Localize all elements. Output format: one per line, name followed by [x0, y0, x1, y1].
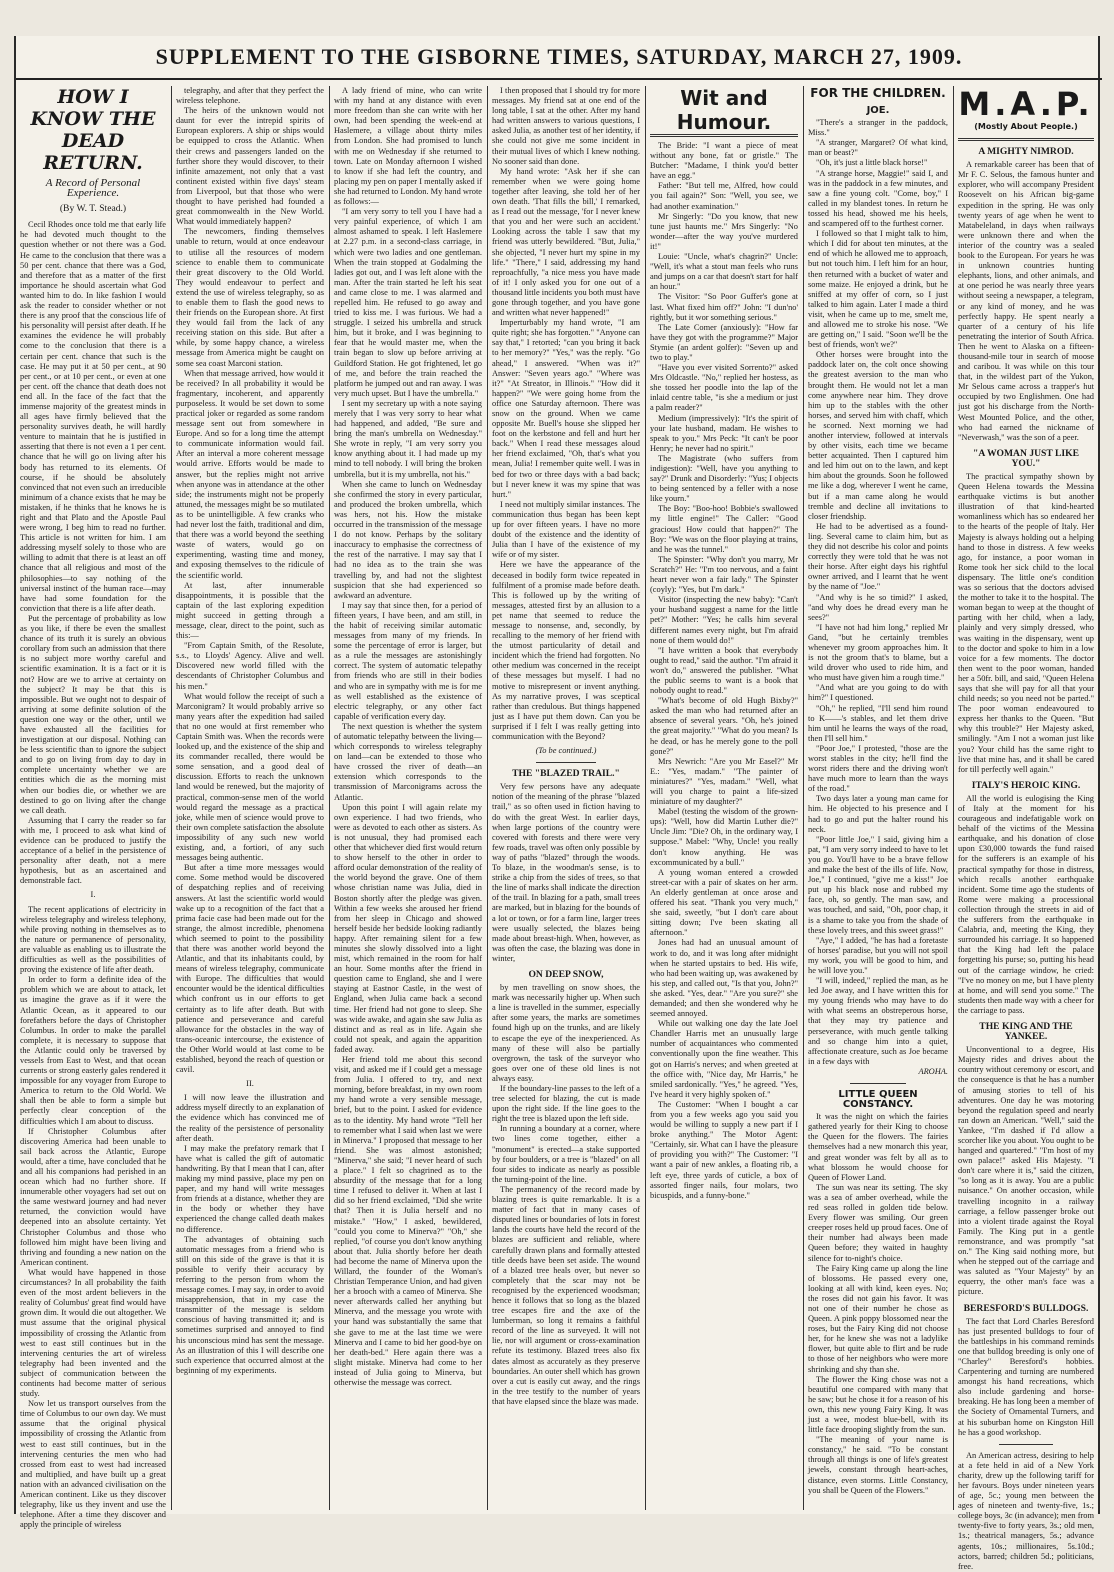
- joke: Louie: "Uncle, what's chagrin?" Uncle: "Well, it's what a stout man feels who runs and jumps on a car that doesn't start for half an hour.": [650, 252, 798, 292]
- article-subtitle: A Record of Personal Experience.: [45, 177, 141, 200]
- article-paragraph: My hand wrote: "Ask her if she can remember when we were going home together after leaving, she told her of her own death. 'That fills the bill,' I remarked, as I read out the message, 'for I never knew that you and her were such an accident.' Looking across the table I saw that my friend was utterly bewildered. "But, Julia," she objected, "I never hurt my spine in my life." "There," I said, addressing my hand reproachfully, "a nice mess you have made of it! I only asked you for one out of a thousand little incidents you both must have gone through together, and you have gone and written what never happened!": [492, 166, 640, 318]
- article-paragraph: Very few persons have any adequate notion of the meaning of the phrase "blazed trail," as so often used in fiction having to do with the great West. In earlier days, when large portions of the country were covered with forests and there were very few roads, travel was often only possible by way of paths "blazed" through the woods. To blaze, in the woodman's sense, is to strike a chip from the sides of trees, so that the line of marks shall indicate the direction of the trail. In blazing for a path, small trees are marked, but in blazing for the bounds of a lot or town, or for a farm line, larger trees were usually selected, the blazes being made about breast-high. When, however, as was often the case, the blazing was done in winter,: [492, 782, 640, 963]
- article-paragraph: The permanency of the record made by blazing trees is quite remarkable. It is a matter of fact that in many cases of disputed lines or boundaries of lots in forest lands the courts have held the record of the blazes are sufficient and reliable, where carefully drawn plans and formally attested title deeds have been set aside. The wound of a blazed tree heals over, but never so completely that the scar may not be recognised by the experienced woodsman; hence it follows that so long as the blazed tree escapes fire and the axe of the lumberman, so long it remains a faithful record of the line as surveyed. It will not lie, nor will argument or cross-examination refute its testimony. Blazed trees also fix dates almost as accurately as they preserve boundaries. An outer shell which has grown over a cut is easily cut away, and the rings in the tree testify to the number of years that have elapsed since the blaze was made.: [492, 1184, 640, 1406]
- divider: [536, 762, 595, 763]
- item-heading: THE KING AND THE YANKEE.: [979, 1020, 1073, 1043]
- article-paragraph: In running a boundary at a corner, where two lines come together, either a "monument" is erected—a stake supported by four boulders, or a tree is "blazed" on all four sides to indicate as nearly as possible the turning-point of the line.: [492, 1124, 640, 1184]
- story-paragraph: He had to be advertised as a found-ling. Several came to claim him, but as they did not describe his color and points correctly they were told that he was not their horse. After eight days his rightful owner arrived, and I learnt that he went by the name of "Joe.": [808, 521, 948, 592]
- story-paragraph: "Poor Joe," I protested, "those are the worst stables in the city; he'll find the worst riders there and the driving won't have much more to learn than the ways of the road.": [808, 743, 948, 794]
- column-2: [176, 86, 324, 1510]
- joke: "What's become of old Hugh Bixby?" asked the man who had returned after an absence of several years. "Oh, he's joined the great majority." "What do you mean? Is he dead, or has he merely gone to the poll gone?": [650, 696, 798, 756]
- column-1: [20, 86, 166, 1530]
- joke: The Bride: "I want a piece of meat without any bone, fat or gristle." The Butcher: "Madame, I think you'd better have an egg.": [650, 141, 798, 181]
- joke: The Customer: "When I bought a car from you a few weeks ago you said you would be willing to supply a new part if I broke anything." The Motor Agent: "Certainly, sir. What can I have the pleasure of providing you with?" The Customer: "I want a pair of new ankles, a floating rib, a left eye, three yards of cuticle, a box of assorted finger nails, four molars, two bicuspids, and a funny-bone.": [650, 1099, 798, 1200]
- story-paragraph: "I have not had him long," replied Mr Gand, "but he certainly trembles whenever my groom approaches him. It is not the groom that's to blame, but a wild drover who used to ride him, and who must have given him a rough time.": [808, 622, 948, 683]
- column-7: [958, 85, 1094, 1571]
- story-paragraph: "Oh, it's just a little black horse!": [816, 158, 928, 168]
- item-heading: "A WOMAN JUST LIKE YOU.": [973, 447, 1079, 469]
- article-paragraph: If the boundary-line passes to the left of a tree selected for blazing, the cut is made upon the right side. If the line goes to the right the tree is blazed upon the left side.: [492, 1084, 640, 1124]
- item-paragraph: The fact that Lord Charles Beresford has just presented bulldogs to four of the battleships in his command reminds one that bulldog breeding is only one of "Charley" Beresford's hobbies. Carpentering and turning are numbered amongst his hand recreations, which also include gardening and horse-breaking. He has long been a member of the Society of Ornamental Turners, and at his suburban home on Kingston Hill he has a good workshop.: [958, 1316, 1094, 1437]
- joke: Father: "But tell me, Alfred, how could you fail again?" Son: "Well, you see, we had another examination.": [650, 181, 798, 211]
- story-paragraph: "Poor little Joe," I said, giving him a pat, "I am very sorry indeed to have to let you go. You'll have to be a brave fellow and make the best of the ills of life. Now, Joe," I continued, "give me a kiss!" Joe put up his black nose and rubbed my face, oh, so gently. The man saw, and was touched, and said, "Oh, poor chap, it is a shame to take you from the shade of these lovely trees, and this sweet grass!": [808, 834, 948, 935]
- article-paragraph: I may say that since then, for a period of fifteen years, I have been, and am still, in the habit of receiving similar automatic messages from many of my friends. In some the percentage of error is larger, but as a rule the messages are astonishingly correct. The system of automatic telepathy from friends who are still in their bodies and who are in sympathy with me is for me as well established as the existence of electric telegraphy, or any other fact capable of verification every day.: [334, 600, 482, 721]
- story-paragraph: Two days later a young man came for him. He objected to his presence and I had to go and put the halter round his neck.: [808, 794, 948, 834]
- signature: AROHA.: [918, 1066, 948, 1076]
- story-paragraph: "There's a stranger in the paddock, Miss.": [808, 118, 948, 138]
- section-subtitle: (Mostly About People.): [974, 122, 1078, 131]
- section-numeral: II.: [246, 1079, 254, 1089]
- article-paragraph: The advantages of obtaining such automatic messages from a friend who is still on this side of the grave is that it is possible to verify their accuracy by referring to the person from whom the message comes. I may say, in order to avoid misapprehension, that in my case the transmitter of the message is seldom conscious of having transmitted it; and is sometimes surprised and annoyed to find his unconscious mind has sent the message. As an illustration of this I will describe one such experience that occurred almost at the beginning of my experiments.: [176, 1234, 324, 1375]
- article-paragraph: Her friend told me about this second visit, and asked me if I could get a message from Julia. I offered to try, and next morning, before breakfast, in my own room my hand wrote a very sensible message, brief, but to the point. I asked for evidence as to the identity. My hand wrote "Tell her to remember what I said when last we were in Minerva." I proposed that message to her friend. She was almost astonished; "Minerva," she said; "I never heard of such a place." I felt so chagrined as to the absurdity of the message that for a long time I refused to deliver it. When at last I did so her friend exclaimed, "Did she write that? Then it is Julia herself and no mistake." "How," I asked, bewildered, "could you come to Minerva?" "Oh," she replied, "of course you don't know anything about that. Julia shortly before her death had become the name of Minerva upon the Willard, the founder of the Woman's Christian Temperance Union, and had given her a brooch with a cameo of Minerva. She never afterwards called her anything but Minerva, and the message you wrote with your hand was substantially the same that she gave to me at the last time we were Minerva and I came to bid her good-bye on her death-bed." Here again there was a slight mistake. Minerva had come to her instead of Julia going to Minerva, but otherwise the message was correct.: [334, 1055, 482, 1387]
- headline: HOW I KNOW THE DEAD RETURN.: [30, 86, 156, 174]
- column-rule: [803, 86, 804, 1510]
- column-4: [492, 86, 640, 1510]
- item-heading: ITALY'S HEROIC KING.: [971, 779, 1081, 791]
- article-paragraph: I will now leave the illustration and address myself directly to an explanation of the evidence which has convinced me of the reality of the persistence of personality after death.: [176, 1093, 324, 1143]
- story-title: JOE.: [866, 105, 890, 116]
- column-rule: [645, 86, 646, 1510]
- story-paragraph: I followed so that I might talk to him, which I did for about ten minutes, at the end of which he allowed me to approach, but not touch him. I left him for an hour, then returned with a bucket of water and some maize. He enjoyed a drink, but he sniffed at my offer of corn, so I just talked to him again. Later I made a third visit, when he came up to me, smelt me, and allowed me to stroke his nose. "We are getting on," I said. "Soon we'll be the best of friends, won't we?": [808, 229, 948, 350]
- divider: [958, 138, 1094, 141]
- column-6: [808, 86, 948, 1510]
- article-paragraph: The recent applications of electricity in wireless telegraphy and wireless telephony, while proving nothing in themselves as to the nature or permanence of personality, are valuable as enabling us to illustrate the difficulties as well as the possibilities of proving the existence of life after death.: [20, 904, 166, 975]
- byline: (By W. T. Stead.): [59, 203, 127, 215]
- article-paragraph: Assuming that I carry the reader so far with me, I proceed to ask what kind of evidence can be produced to justify the acceptance of a belief in the persistence of personality after death, not a mere hypothesis, but as an ascertained and demonstrable fact.: [20, 815, 166, 886]
- joke: The Boy: "Boo-hoo! Bobbie's swallowed my little engine!" The Caller: "Good gracious! How could that happen?" The Boy: "We was on the floor playing at trains, and he was the tunnel.": [650, 504, 798, 554]
- story-paragraph: "And why is he so timid?" I asked, "and why does he dread every man he sees?": [808, 592, 948, 622]
- article-paragraph: Cecil Rhodes once told me that early life he had devoted much thought to the question whether or not there was a God. He came to the conclusion that there was a 50 per cent. chance that there was a God, and therefore that as a matter of the first importance he should ascertain what God wanted him to do. In like fashion I would ask the reader to consider whether or not there is any proof that the conscious life of his personality will persist after death. If he examines the evidence he will probably come to the conclusion that there is a certain per cent. chance that such is the case. He may put it at 50 per cent., at 90 per cent., or at 10 per cent., or even at one per cent. off the chance that death does not end all. In the face of the fact that the immense majority of the greatest minds in all ages have firmly believed that the personality survives death, he will hardly venture to maintain that he is justified in asserting that there is not even a 1 per cent. chance that he will go on living after his body has returned to its elements. Of course, if he should be absolutely convinced that not even such an irreducible minimum of a chance exists that he may be mistaken, if he thinks that he knows he is right and that Plato and the Apostle Paul were wrong, I beg him to read no further. This article is not written for him. I am addressing myself solely to those who are willing to admit that there is at least an off chance that all religious and most of the philosophies—to say nothing of the universal instinct of the human race—may have had some foundation for the conviction that there is a life after death.: [20, 220, 166, 613]
- article-paragraph: In order to form a definite idea of the problem which we are about to attack, let us imagine the grave as if it were the Atlantic Ocean, as it appeared to our forefathers before the days of Christopher Columbus. In order to make the parallel complete, it is necessary to suppose that the Atlantic could only be traversed by vessels from East to West, and that ocean currents or strong easterly gales rendered it impossible for any voyager from Europe to America to return to the Old World. We shall then be able to form a simple but perfectly clear conception of the difficulties which I am about to discuss.: [20, 975, 166, 1126]
- divider: [650, 134, 798, 137]
- joke: Visitor (inspecting the new baby): "Can't your husband suggest a name for the little pet?" Mother: "Yes; he calls him several different names every night, but I'm afraid none of them would do!": [650, 595, 798, 645]
- continued-note: (To be continued.): [535, 746, 597, 756]
- section-subheading: ON DEEP SNOW,: [528, 968, 604, 980]
- joke: "Have you ever visited Sorrento?" asked Mrs Oldcastle. "No," replied her hostess, as she tossed her poodle into the lap of the inlaid centre table, "is she a medium or just a palm reader?": [650, 363, 798, 413]
- story-paragraph: "A stranger, Margaret? Of what kind, man or beast?": [808, 138, 948, 158]
- section-title: M.A.P.: [958, 85, 1094, 123]
- item-heading: A MIGHTY NIMROD.: [978, 146, 1074, 158]
- item-paragraph: A remarkable career has been that of Mr F. C. Selous, the famous hunter and explorer, who will accompany President Roosevelt on his African big-game expedition in the spring. He was only twenty years of age when he went to Matabeleland, in days when railways were unknown there and when the interior of the country was a sealed book to the European. For years he was in unknown countries hunting elephants, lions, and other animals, and at one period he was nearly three years without seeing a newspaper, a telegram, or any kind of money, and he was perfectly happy. He spent nearly a quarter of a century of his life penetrating the interior of South Africa. Then he went to Alaska on a fifteen-thousand-mile tour in search of moose and caribou. It was while on this tour that, in the wildest part of the Yukon, Mr Selous came across a trapper's hut occupied by two Englishmen. One had just got his discharge from the North-West Mounted Police, and the other, who had earned the nickname of "Neverwash," was the son of a peer.: [958, 160, 1094, 442]
- column-5: [650, 86, 798, 1510]
- article-paragraph: Now let us transport ourselves from the time of Columbus to our own day. We must assume that the original physical impossibility of crossing the Atlantic from west to east still continues, but in the intervening centuries the men who had crossed from east to west had increased and multiplied, and have built up a great nation with an advanced civilisation on the American continent. Like us they discover telegraphy, like us they invent and use the telephone. After a time they discover and apply the principle of wireless: [20, 1399, 166, 1530]
- story-paragraph: "A strange horse, Maggie!" said I, and was in the paddock in a few minutes, and saw a fine young colt. "Come, boy," I called in my blandest tones. In return he tossed his head, showed me his heels, and scampered off to the furthest corner.: [808, 168, 948, 229]
- item-heading: BERESFORD'S BULLDOGS.: [963, 1302, 1089, 1314]
- article-paragraph: What would follow the receipt of such a Marconigram? It would probably arrive so many years after the expedition had sailed that no one would at first remember who Captain Smith was. When the records were looked up, and the existence of the ship and its commander recalled, there would be some sensation, and a good deal of discussion. Efforts to reach the unknown land would be renewed, but the majority of practical, common-sense men of the world would regard the message as a practical joke, while men of science would prove to their own complete satisfaction the absolute impossibility of any such new world existing, and, a fortiori, of any such messages being authentic.: [176, 691, 324, 863]
- story-paragraph: "And what are you going to do with him?" I questioned.: [808, 683, 948, 703]
- article-paragraph: When she came to lunch on Wednesday she confirmed the story in every particular, and produced the broken umbrella, which was hers, not his. How the mistake occurred in the transmission of the message I do not know. Perhaps by the solitary inaccuracy to emphasise the correctness of the rest of the narrative. I may say that I had no idea as to the train she was travelling by, and had not the slightest suspicion that she had experienced so awkward an adventure.: [334, 479, 482, 600]
- item-paragraph: All the world is eulogising the King of Italy at the moment for his courageous and indefatigable work on behalf of the victims of the Messina earthquake, and his donation of close upon £30,000 towards the fund raised for the sufferers is an example of his practical sympathy for those in distress, which recalls another earthquake incident. Some time ago the students of Rome were making a processional collection through the streets in aid of the sufferers from the earthquake in Calabria, and, meeting the King, they surrounded his carriage. It so happened that the King had left the palace forgetting his purse; so, putting his head out of the carriage window, he cried: "I've no money on me, but I have plenty at home, and will send you some." The students then made way with a cheer for the carriage to pass.: [958, 793, 1094, 1015]
- joke: Mabel (testing the wisdom of the grown-ups): "Well, how did Martin Luther die?" Uncle Jim: "Die? Oh, in the ordinary way, I suppose." Mabel: "Why, Uncle! you really don't know anything. He was excommunicated by a bull.": [650, 807, 798, 867]
- story-paragraph: "I will, indeed," replied the man, as he led Joe away, and I have written this for my young friends who may have to do with what seems an obstreperous horse, that they may try patience and perseverance, with much gentle talking and so change him into a quiet, affectionate creature, such as Joe became in a few days with: [808, 976, 948, 1066]
- article-paragraph: I then proposed that I should try for more messages. My friend sat at one end of the long table, I sat at the other. After my hand had written answers to various questions, I asked Julia, as another test of her identity, if she could not give me some incident in their mutual lives of which I knew nothing. No sooner said than done.: [492, 86, 640, 166]
- section-title: Wit and Humour.: [676, 86, 772, 134]
- joke: The Magistrate (who suffers from indigestion): "Well, have you anything to say?" Drunk and Disorderly: "Yus; I objects to being sentenced by a feller with a nose like yourn.": [650, 453, 798, 504]
- story-paragraph: Other horses were brought into the paddock later on, the colt once showing the greatest aversion to the man who brought them. He would not let a man come anywhere near him. They drove him up to the stables with the other horses, and served him with chaff, which he scorned. Next morning we had another interview, followed at intervals by other visits, each time we became better acquainted. Then I captured him and led him out on to the lawn, and kept him about the grounds. Soon he followed me like a dog, wherever I went he came, but if a man came along he would tremble and decline all invitations to closer friendship.: [808, 350, 948, 521]
- article-paragraph: Put the percentage of probability as low as you like, if there be even the smallest chance of its truth it is surely an obvious corollary from such an admission that there is no subject more worthy careful and scientific examination. It is a fact or it is not? How are we to arrive at certainty on the subject? It may be that this is impossible. But we ought not to despair of arriving at some definite solution of the question one way or the other, until we have exhausted all the facilities for investigation at our disposal. Nothing can be less scientific than to ignore the subject and to go on living from day to day in complete uncertainty whether we are entities which die as the morning mist when our bodies die, or whether we are destined to go on living after the change we call death.: [20, 613, 166, 815]
- joke: Mrs Newrich: "Are you Mr Easel?" Mr E.: "Yes, madam." "The painter of miniatures?" "Yes, madam." "Well, what will you charge to paint a life-sized miniature of my daughter?": [650, 756, 798, 807]
- divider: [999, 1444, 1053, 1445]
- column-rule: [329, 86, 330, 1510]
- section-title: FOR THE CHILDREN.: [810, 86, 946, 100]
- story-paragraph: "Oh," he replied, "I'll send him round to K——'s stables, and let them drive him until he learns the ways of the road, then I'll sell him.": [808, 703, 948, 743]
- joke: While out walking one day the late Joel Chandler Harris met an unusually large number of acquaintances who commented conventionally upon the fine weather. This got on Harris's nerves; and when greeted at the office with, "Nice day, Mr Harris," he smiled sardonically. "Yes," he agreed. "Yes, I've heard it very highly spoken of.": [650, 1019, 798, 1099]
- column-rule: [953, 86, 954, 1510]
- article-paragraph: A lady friend of mine, who can write with my hand at any distance with even more freedom than she can write with her own, had been spending the week-end at Haslemere, a village about thirty miles from London. She had promised to lunch with me on Wednesday if she returned to town. Late on Monday afternoon I wished to know if she had left the country, and placing my pen on paper I mentally asked if she had returned to London. My hand wrote as follows:—: [334, 86, 482, 207]
- joke: "I have written a book that everybody ought to read," said the author. "I'm afraid it won't do," answered the publisher. "What the public seems to want is a book that nobody ought to read.": [650, 645, 798, 696]
- story-paragraph: "Aye," I added, "he has had a foretaste of horses' paradise, but you will not spoil my work, you will be good to him, and he will love you.": [808, 935, 948, 975]
- article-paragraph: But after a time more messages would come. Some method would be discovered of despatching replies and of receiving answers. At last the scientific world would wake up to a recognition of the fact that a prima facie case had been made out for the strange, the almost incredible, phenomena which seemed to point to the possibility that there was another world beyond the Atlantic, and that its inhabitants could, by means of wireless telegraphy, communicate with Europe. The difficulties that would encounter would be the identical difficulties which confront us in our efforts to get certainty as to life after death. But with patience and perseverance and careful allowance for the obstacles in the way of trans-oceanic intercourse, the existence of the Other World would at last come to be established, beyond the reach of question or cavil.: [176, 863, 324, 1075]
- article-paragraph: At last, after innumerable disappointments, it is possible that the captain of the last exploring expedition might succeed in getting through a message, clear, direct to the point, such as this:—: [176, 580, 324, 641]
- column-rule: [171, 86, 172, 1510]
- article-paragraph: When that message arrived, how would it be received? In all probability it would be fragmentary, incoherent, and apparently purposeless. It would be set down to some practical joker or regarded as some random message sent out from somewhere in Europe. And so for a long time the attempt to communicate information would fail. After an interval a more coherent message would arrive. Efforts would be made to answer, but the replies might not arrive when anyone was in attendance at the other side; the instruments might not be properly attuned, the messages might be so mutilated as to be unintelligible. A few cranks who had never lost the faith, traditional and dim, that there was a world beyond the seething waste of waters, would go on experimenting, wasting time and money, and exposing themselves to the ridicule of the scientific world.: [176, 368, 324, 580]
- article-paragraph: "From Captain Smith, of the Resolute, s.s., to Lloyds' Agency. Alive and well. Discovered new world filled with the descendants of Christopher Columbus and his men.": [176, 641, 324, 691]
- story-paragraph: It was the night on which the fairies gathered yearly for their King to choose the Queen for the flowers. The fairies themselves had a new monarch this year, and great wonder was felt by all as to what blossom he would choose for Queen of Flower Land.: [808, 1112, 948, 1182]
- article-paragraph: telegraphy, and after that they perfect the wireless telephone.: [176, 86, 324, 106]
- joke: The Late Comer (anxiously): "How far have they got with the programme?" Major Stymie (an ardent golfer): "Seven up and two to play.": [650, 322, 798, 362]
- joke: The Spinster: "Why don't you marry, Mr Scratch?" He: "I'm too nervous, and a faint heart never won a fair lady." The Spinster (coyly): "Yes, but I'm dark.": [650, 554, 798, 595]
- masthead-title: SUPPLEMENT TO THE GISBORNE TIMES, SATURDAY, MARCH 27, 1909.: [155, 44, 963, 69]
- article-paragraph: Imperturbably my hand wrote, "I am quite right; she has forgotten." "Anyone can say that," I retorted; "can you bring it back to her memory?" "Yes," was the reply. "Go ahead," I answered. "When was it?" Answer: "Seven years ago." "Where was it?" "At Streator, in Illinois." "How did it happen?" "We were going home from the office one Saturday afternoon. There was snow on the ground. When we came opposite Mr. Buell's house she slipped her foot on the kerbstone and fell and hurt her back." When I read these messages aloud her friend exclaimed, "Oh, that's what you mean, Julia! I remember quite well. I was in bed for two or three days with a bad back; but I never knew it was my spine that was hurt.": [492, 318, 640, 499]
- joke: A young woman entered a crowded street-car with a pair of skates on her arm. An elderly gentleman at once arose and offered his seat. "Thank you very much," she said, sweetly, "but I don't care about sitting down; I've been skating all afternoon.": [650, 867, 798, 938]
- item-paragraph: The practical sympathy shown by Queen Helena towards the Messina earthquake victims is but another illustration of that kind-hearted womanliness which has so endeared her to the hearts of the people of Italy. Her Majesty is always holding out a helping hand to those in distress. A few weeks ago, for instance, a poor woman in Rome took her sick child to the local dispensary. The little one's condition was so serious that the doctors advised the mother to take it to the hospital. The woman began to weep at the thought of parting with her child, when a lady, plainly and very simply dressed, who was waiting in the dispensary, went up to the doctor and spoke to him in a low voice for a few moments. The doctor then went to the poor woman, handed her a 50fr. bill, and said, "Queen Helena says that she will pay for all that your child needs; so you need not be parted." The poor woman endeavoured to express her thanks to the Queen. "But why this trouble?" Her Majesty asked, smilingly. "Am I not a woman just like you? Your child has the same right to live that mine has, and it shall be cared for till perfectly well again.": [958, 472, 1094, 774]
- story-title: LITTLE QUEEN CONSTANCY.: [838, 1089, 918, 1111]
- article-paragraph: I need not multiply similar instances. The communication thus began has been kept up for over fifteen years. I have no more doubt of the existence and the identity of Julia than I have of the existence of my wife or of my sister.: [492, 499, 640, 560]
- article-paragraph: What would have happened in those circumstances? In all probability the faith even of the most ardent believers in the reality of Columbus' great find would have grown dim. It would die out altogether. We must assume that the original physical impossibility of crossing the Atlantic from west to east still continues but in the intervening centuries the art of wireless telegraphy had been invented and the subject of communication between the continents had become matter of serious study.: [20, 1267, 166, 1399]
- section-heading: THE "BLAZED TRAIL.": [512, 768, 620, 780]
- article-paragraph: Upon this point I will again relate my own experience. I had two friends, who were as devoted to each other as sisters. As is not unusual, they had promised each other that whichever died first would return to show herself to the other in order to afford ocular demonstration of the reality of the world beyond the grave. One of them whose christian name was Julia, died in Boston shortly after the pledge was given. Within a few weeks she aroused her friend from her sleep in Chicago and showed herself beside her bedside looking radiantly happy. After remaining silent for a few minutes she slowly dissolved into a light mist, which remained in the room for half an hour. Some months after the friend in question came to England, she and I were staying at Eastnor Castle, in the west of England, when Julia came back a second time. Her friend had not gone to sleep. She was wide awake, and again she saw Julia as distinct and as real as in life. Again she could not speak, and again the apparition faded away.: [334, 802, 482, 1054]
- joke: Jones had had an unusual amount of work to do, and it was long after midnight when he started upstairs to bed. His wife, who had been waiting up, was awakened by his step, and called out, "Is that you, John?" she asked. "Yes, dear." "Are you sure?" she demanded; and then she wondered why he seemed annoyed.: [650, 938, 798, 1019]
- story-paragraph: The Fairy King came up along the line of blossoms. He passed every one, looking at all with kind, keen eyes. No; the roses did not gain his favor. It was not one of their number he chose as Queen. A pink poppy blossomed near the roses, but the Fairy King did not choose her, for he knew she was not a ladylike flower, but quite able to flirt and be rude to those of her neighbors who were more shrinking and shy than she.: [808, 1263, 948, 1374]
- article-paragraph: "I am very sorry to tell you I have had a very painful experience, of which I am almost ashamed to speak. I left Haslemere at 2.27 p.m. in a second-class carriage, in which were two ladies and one gentleman. When the train stopped at Godalming the ladies got out, and I was left alone with the man. After the train started he left his seat and came close to me. I was alarmed and repelled him. He refused to go away and tried to kiss me. I was furious. We had a struggle. I seized his umbrella and struck him, but it broke, and I was beginning to fear that he would master me, when the train began to slow up before arriving at Guildford Station. He got frightened, let go of me, and before the train reached the platform he jumped out and ran away. I was very much upset. But I have the umbrella.": [334, 207, 482, 398]
- article-paragraph: If Christopher Columbus after discovering America had been unable to sail back across the Atlantic, Europe would, after a time, have concluded that he and all his companions had perished in an ocean which had no further shore. If innumerable other voyagers had set out on the same westward journey and had never returned, the conviction would have deepened into an absolute certainty. Yet Christopher Columbus and those who followed him might have been living and thriving and founding a new nation on the American continent.: [20, 1126, 166, 1267]
- masthead: [16, 36, 1102, 80]
- article-paragraph: I sent my secretary up with a note saying merely that I was very sorry to hear what had happened, and added, "Be sure and bring the man's umbrella on Wednesday." She wrote in reply, "I am very sorry you know anything about it. I had made up my mind to tell nobody. I will bring the broken umbrella, but it is my umbrella, not his.": [334, 398, 482, 479]
- section-numeral: I.: [90, 890, 96, 900]
- article-paragraph: The next question is whether the system of automatic telepathy between the living—which corresponds to wireless telegraphy on land—can be extended to those who have crossed the river of death—an extension which corresponds to the transmission of Marconigrams across the Atlantic.: [334, 721, 482, 802]
- story-paragraph: The sun was near its setting. The sky was a sea of amber overhead, while the red seas rolled in golden tide below. Every flower was smiling. Our green creeper roses held up proud faces. One of their number had always been made Queen before; they waited in haughty silence for to-night's choice.: [808, 1182, 948, 1263]
- article-paragraph: I may make the prefatory remark that I have what is called the gift of automatic handwriting. By that I mean that I can, after making my mind passive, place my pen on paper, and my hand will write messages from friends at a distance, whether they are in the body or whether they have experienced the change called death makes no difference.: [176, 1143, 324, 1234]
- column-3: [334, 86, 482, 1510]
- article-paragraph: by men travelling on snow shoes, the mark was necessarily higher up. When such a line is travelled in the summer, especially after some years, the marks are sometimes found high up on the trunks, and are likely to escape the eye of the inexperienced. As many of these will also be partially overgrown, the task of the surveyor who goes over one of these old lines is not always easy.: [492, 983, 640, 1083]
- column-rule: [487, 86, 488, 1510]
- joke: The Visitor: "So Poor Guffer's gone at last. What fixed him off?" John: "I dun'no' rightly, but it wor something serious.": [650, 292, 798, 322]
- article-paragraph: Here we have the appearance of the deceased in bodily form twice repeated in fulfilment of a promise made before death. This is followed up by the writing of messages, attested first by an allusion to a pet name that seemed to reduce the message to nonsense, and, secondly, by recalling to the memory of her friend with the utmost particularity of detail and incident which the friend had forgotten. No other medium was concerned in the receipt of these messages but myself. I had no motive to misrepresent or invent anything. As my narrative proves, I was sceptical rather than credulous. But things happened just as I have put them down. Can you be surprised if I felt I was really getting into communication with the Beyond?: [492, 560, 640, 741]
- item-paragraph: An American actress, desiring to help at a fete held in aid of a New York charity, drew up the following tariff for her favours. Boys under nineteen years of age, 5c.; young men between the ages of nineteen and twenty-five, 1s.; college boys, 3c (in advance); men from twenty-five to forty years, 3s.; old men, 1s.; theatrical managers, 5s.; advance agents, 10s.; millionaires, 5s.10d.; actors, barred; children 5d.; politicians, free.: [958, 1450, 1094, 1571]
- divider: [850, 1083, 906, 1084]
- story-paragraph: The flower the King chose was not a beautiful one compared with many that he saw; but he chose it for a reason of his own, this new young Fairy King. It was just a wee, modest blue-bell, with its little face drooping slightly from the sun.: [808, 1374, 948, 1435]
- story-paragraph: "The meaning of your name is constancy," he said. "To be constant through all things is one of life's greatest jewels, constant through heart-aches, distance, even storms. Little Constancy, you shall be Queen of the Flowers.": [808, 1435, 948, 1495]
- article-paragraph: The heirs of the unknown would not daunt for ever the intrepid spirits of European explorers. A ship or ships would be equipped to cross the Atlantic. When their crews and passengers landed on the further shore they would discover, to their infinite amazement, not only that a vast continent existed within five days' steam from Liverpool, but that those who were thought to have perished had founded a great commonwealth in the New World. What would immediately happen?: [176, 106, 324, 227]
- article-paragraph: The newcomers, finding themselves unable to return, would at once endeavour to utilise all the resources of modern science to enable them to communicate their great discovery to the Old World. They would endeavour to perfect and extend the use of wireless telegraphy, so as to enable them to flash the good news to their friends on the European shore. At first they would fail from the lack of any receiving station on this side. But after a while, by some happy chance, a wireless message from America might be caught on some sea coast Marconi station.: [176, 227, 324, 368]
- joke: Mr Singerly: "Do you know, that new tune just haunts me." Mrs Singerly: "No wonder—after the way you've murdered it!": [650, 211, 798, 251]
- joke: Medium (impressively): "It's the spirit of your late husband, madam. He wishes to speak to you." Mrs Peck: "It can't be poor Henry; he never had no spirit.": [650, 413, 798, 453]
- item-paragraph: Unconventional to a degree, His Majesty rides and drives about the country without ceremony or escort, and the consequence is that he has a number of amusing stories to tell of his adventures. One day he was motoring beyond the regulation speed and nearly ran down an American. "Well," said the Yankee, "I'm dashed if I'd allow a scorcher like you about. You ought to be hanged and quartered." "I'm host of my own palace!" asked His Majesty. "I don't care where it is," said the citizen, "so long as it is away. You are a public nuisance." On another occasion, while travelling incognito in a railway carriage, a fellow passenger broke out into a violent tirade against the Royal Family. The King put in a gentle remonstrance, and was promptly "sat on." The King said nothing more, but when he stepped out of the carriage and was saluted as "Your Majesty" by an equerry, the other man's face was a picture.: [958, 1045, 1094, 1297]
